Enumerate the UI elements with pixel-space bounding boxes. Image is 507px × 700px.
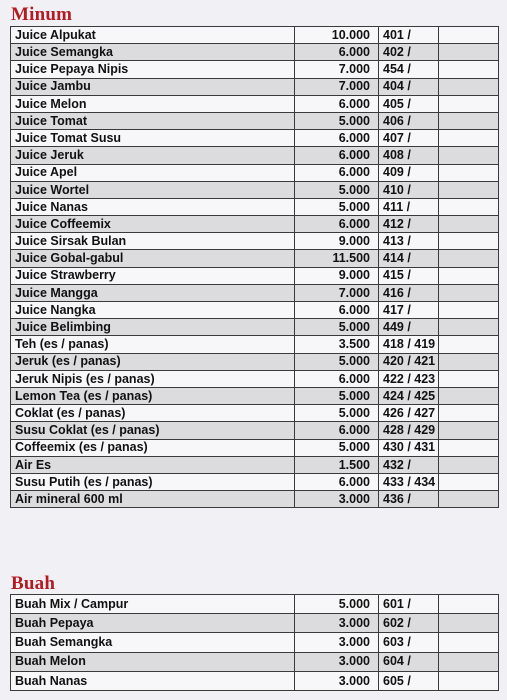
- item-price: 10.000: [295, 27, 379, 44]
- blank-cell: [439, 422, 499, 439]
- item-code: 416 /: [379, 284, 439, 301]
- menu-row: [11, 671, 499, 690]
- item-code: 408 /: [379, 147, 439, 164]
- item-name: Juice Pepaya Nipis: [11, 61, 295, 78]
- item-price: 5.000: [295, 387, 379, 404]
- menu-row: [11, 61, 499, 78]
- item-price: 3.000: [295, 671, 379, 690]
- item-name: Juice Melon: [11, 95, 295, 112]
- menu-row: [11, 370, 499, 387]
- item-price: 7.000: [295, 78, 379, 95]
- blank-cell: [439, 370, 499, 387]
- item-name: Air mineral 600 ml: [11, 491, 295, 508]
- item-name: Susu Coklat (es / panas): [11, 422, 295, 439]
- item-name: Juice Nangka: [11, 302, 295, 319]
- item-price: 3.000: [295, 491, 379, 508]
- menu-row: [11, 473, 499, 490]
- item-name: Juice Gobal-gabul: [11, 250, 295, 267]
- blank-cell: [439, 27, 499, 44]
- menu-row: [11, 267, 499, 284]
- menu-row: [11, 302, 499, 319]
- blank-cell: [439, 233, 499, 250]
- item-code: 404 /: [379, 78, 439, 95]
- blank-cell: [439, 633, 499, 652]
- item-price: 9.000: [295, 233, 379, 250]
- item-name: Juice Mangga: [11, 284, 295, 301]
- item-code: 436 /: [379, 491, 439, 508]
- menu-row: [11, 422, 499, 439]
- blank-cell: [439, 319, 499, 336]
- menu-row: [11, 130, 499, 147]
- blank-cell: [439, 652, 499, 671]
- item-code: 430 / 431: [379, 439, 439, 456]
- item-price: 6.000: [295, 370, 379, 387]
- item-price: 3.000: [295, 614, 379, 633]
- menu-row: [11, 405, 499, 422]
- item-code: 410 /: [379, 181, 439, 198]
- menu-row: [11, 233, 499, 250]
- item-price: 6.000: [295, 147, 379, 164]
- menu-row: [11, 44, 499, 61]
- blank-cell: [439, 353, 499, 370]
- item-code: 602 /: [379, 614, 439, 633]
- item-code: 426 / 427: [379, 405, 439, 422]
- item-name: Juice Strawberry: [11, 267, 295, 284]
- item-code: 433 / 434: [379, 473, 439, 490]
- item-price: 6.000: [295, 302, 379, 319]
- item-price: 6.000: [295, 44, 379, 61]
- item-name: Lemon Tea (es / panas): [11, 387, 295, 404]
- menu-table-buah: [10, 594, 499, 691]
- item-code: 603 /: [379, 633, 439, 652]
- item-code: 409 /: [379, 164, 439, 181]
- menu-row: [11, 112, 499, 129]
- item-name: Juice Jambu: [11, 78, 295, 95]
- item-name: Juice Nanas: [11, 198, 295, 215]
- blank-cell: [439, 491, 499, 508]
- item-code: 604 /: [379, 652, 439, 671]
- item-price: 5.000: [295, 439, 379, 456]
- blank-cell: [439, 95, 499, 112]
- blank-cell: [439, 130, 499, 147]
- item-name: Juice Tomat Susu: [11, 130, 295, 147]
- item-price: 6.000: [295, 473, 379, 490]
- item-price: 6.000: [295, 164, 379, 181]
- item-name: Buah Pepaya: [11, 614, 295, 633]
- menu-row: [11, 284, 499, 301]
- item-price: 5.000: [295, 353, 379, 370]
- menu-row: [11, 198, 499, 215]
- item-code: 405 /: [379, 95, 439, 112]
- item-code: 454 /: [379, 61, 439, 78]
- blank-cell: [439, 44, 499, 61]
- item-price: 9.000: [295, 267, 379, 284]
- menu-row: [11, 216, 499, 233]
- menu-row: [11, 27, 499, 44]
- item-price: 1.500: [295, 456, 379, 473]
- item-name: Juice Tomat: [11, 112, 295, 129]
- item-name: Juice Wortel: [11, 181, 295, 198]
- item-name: Jeruk Nipis (es / panas): [11, 370, 295, 387]
- menu-row: [11, 439, 499, 456]
- blank-cell: [439, 595, 499, 614]
- blank-cell: [439, 198, 499, 215]
- menu-row: [11, 595, 499, 614]
- blank-cell: [439, 267, 499, 284]
- blank-cell: [439, 405, 499, 422]
- item-code: 407 /: [379, 130, 439, 147]
- item-code: 418 / 419: [379, 336, 439, 353]
- menu-row: [11, 164, 499, 181]
- item-name: Jeruk (es / panas): [11, 353, 295, 370]
- menu-row: [11, 181, 499, 198]
- item-price: 6.000: [295, 216, 379, 233]
- item-name: Buah Mix / Campur: [11, 595, 295, 614]
- item-name: Buah Melon: [11, 652, 295, 671]
- item-name: Juice Belimbing: [11, 319, 295, 336]
- section-title-buah: Buah: [11, 573, 56, 594]
- item-price: 6.000: [295, 422, 379, 439]
- item-code: 449 /: [379, 319, 439, 336]
- item-code: 428 / 429: [379, 422, 439, 439]
- item-code: 422 / 423: [379, 370, 439, 387]
- menu-row: [11, 491, 499, 508]
- blank-cell: [439, 250, 499, 267]
- item-name: Susu Putih (es / panas): [11, 473, 295, 490]
- menu-row: [11, 78, 499, 95]
- blank-cell: [439, 671, 499, 690]
- blank-cell: [439, 614, 499, 633]
- item-name: Juice Jeruk: [11, 147, 295, 164]
- item-price: 3.500: [295, 336, 379, 353]
- item-name: Juice Coffeemix: [11, 216, 295, 233]
- item-code: 413 /: [379, 233, 439, 250]
- menu-table-minum: [10, 26, 499, 508]
- item-price: 5.000: [295, 112, 379, 129]
- item-price: 3.000: [295, 652, 379, 671]
- item-code: 424 / 425: [379, 387, 439, 404]
- item-price: 5.000: [295, 198, 379, 215]
- item-code: 415 /: [379, 267, 439, 284]
- blank-cell: [439, 387, 499, 404]
- menu-row: [11, 95, 499, 112]
- menu-row: [11, 319, 499, 336]
- blank-cell: [439, 147, 499, 164]
- item-code: 412 /: [379, 216, 439, 233]
- blank-cell: [439, 336, 499, 353]
- blank-cell: [439, 164, 499, 181]
- menu-row: [11, 353, 499, 370]
- item-code: 420 / 421: [379, 353, 439, 370]
- menu-row: [11, 456, 499, 473]
- blank-cell: [439, 439, 499, 456]
- item-name: Juice Alpukat: [11, 27, 295, 44]
- item-name: Juice Semangka: [11, 44, 295, 61]
- item-name: Buah Nanas: [11, 671, 295, 690]
- menu-row: [11, 387, 499, 404]
- item-name: Juice Apel: [11, 164, 295, 181]
- menu-row: [11, 614, 499, 633]
- item-code: 406 /: [379, 112, 439, 129]
- blank-cell: [439, 78, 499, 95]
- item-name: Teh (es / panas): [11, 336, 295, 353]
- blank-cell: [439, 61, 499, 78]
- item-price: 7.000: [295, 284, 379, 301]
- item-price: 6.000: [295, 95, 379, 112]
- blank-cell: [439, 181, 499, 198]
- item-code: 414 /: [379, 250, 439, 267]
- item-price: 5.000: [295, 405, 379, 422]
- item-name: Buah Semangka: [11, 633, 295, 652]
- item-price: 3.000: [295, 633, 379, 652]
- item-code: 402 /: [379, 44, 439, 61]
- item-code: 605 /: [379, 671, 439, 690]
- blank-cell: [439, 284, 499, 301]
- menu-row: [11, 250, 499, 267]
- blank-cell: [439, 112, 499, 129]
- item-code: 401 /: [379, 27, 439, 44]
- item-code: 601 /: [379, 595, 439, 614]
- item-price: 6.000: [295, 130, 379, 147]
- item-price: 7.000: [295, 61, 379, 78]
- item-code: 432 /: [379, 456, 439, 473]
- item-name: Air Es: [11, 456, 295, 473]
- blank-cell: [439, 456, 499, 473]
- item-price: 5.000: [295, 181, 379, 198]
- item-name: Juice Sirsak Bulan: [11, 233, 295, 250]
- item-price: 5.000: [295, 319, 379, 336]
- menu-row: [11, 652, 499, 671]
- item-price: 5.000: [295, 595, 379, 614]
- item-code: 417 /: [379, 302, 439, 319]
- item-name: Coffeemix (es / panas): [11, 439, 295, 456]
- blank-cell: [439, 302, 499, 319]
- menu-row: [11, 336, 499, 353]
- item-code: 411 /: [379, 198, 439, 215]
- section-title-minum: Minum: [11, 4, 73, 25]
- item-price: 11.500: [295, 250, 379, 267]
- menu-row: [11, 147, 499, 164]
- menu-row: [11, 633, 499, 652]
- blank-cell: [439, 216, 499, 233]
- blank-cell: [439, 473, 499, 490]
- item-name: Coklat (es / panas): [11, 405, 295, 422]
